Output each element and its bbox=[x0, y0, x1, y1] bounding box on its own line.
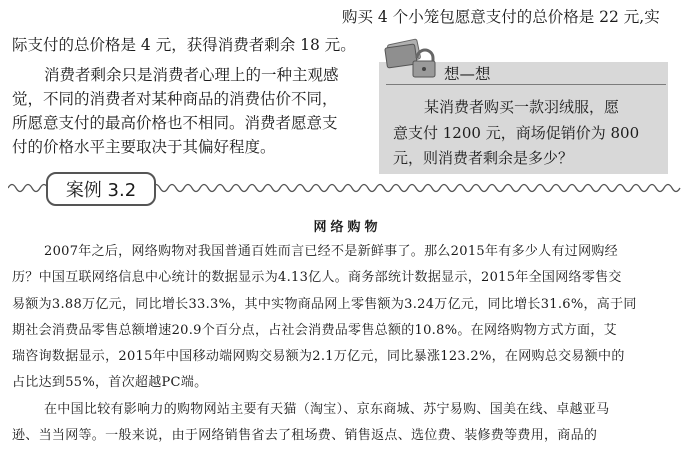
think-line-3: 元，则消费者剩余是多少？ bbox=[393, 149, 574, 167]
think-divider bbox=[386, 84, 666, 85]
article-line-5: 瑞咨询数据显示，2015年中国移动端网购交易额为2.1万亿元，同比暴涨123.2%，在网购总交易额中的 bbox=[12, 349, 625, 364]
intro-line-2: 际支付的总价格是 4 元，获得消费者剩余 18 元。 bbox=[12, 36, 356, 54]
article-line-1: 2007年之后，网络购物对我国普通百姓而言已经不是新鲜事了。那么2015年有多少人有过网购经 bbox=[44, 244, 618, 259]
intro-line-1: 购买 4 个小笼包愿意支付的总价格是 22 元,实 bbox=[342, 8, 660, 26]
article-line-3: 易额为3.88万亿元，同比增长33.3%，其中实物商品网上零售额为3.24万亿元，同比增长31.6%，高于同 bbox=[12, 297, 637, 312]
article-line-8: 逊、当当网等。一般来说，由于网络销售省去了租场费、销售返点、选位费、装修费等费用，商品的 bbox=[12, 428, 598, 443]
padlock-card-icon bbox=[383, 32, 439, 80]
article-line-6: 占比达到55%，首次超越PC端。 bbox=[12, 375, 208, 390]
think-line-1: 某消费者购买一款羽绒服，愿 bbox=[424, 98, 620, 116]
intro-line-5: 所愿意支付的最高价格也不相同。消费者愿意支 bbox=[12, 114, 338, 132]
intro-line-6: 付的价格水平主要取决于其偏好程度。 bbox=[12, 138, 276, 156]
article-line-4: 期社会消费品零售总额增速20.9个百分点，占社会消费品零售总额的10.8%。在网络购物方式方面，艾 bbox=[12, 323, 617, 338]
case-label: 案例 3.2 bbox=[46, 172, 156, 206]
article-title: 网络购物 bbox=[313, 220, 382, 235]
think-title: 想—想 bbox=[444, 65, 491, 83]
think-line-2: 意支付 1200 元，商场促销价为 800 bbox=[393, 124, 640, 142]
article-line-7: 在中国比较有影响力的购物网站主要有天猫（淘宝）、京东商城、苏宁易购、国美在线、卓越亚马 bbox=[44, 402, 610, 417]
article-line-2: 历？中国互联网络信息中心统计的数据显示为4.13亿人。商务部统计数据显示，2015年全国网络零售交 bbox=[12, 270, 622, 285]
intro-line-4: 觉，不同的消费者对某种商品的消费估价不同， bbox=[12, 90, 338, 108]
intro-line-3: 消费者剩余只是消费者心理上的一种主观感 bbox=[44, 66, 339, 84]
